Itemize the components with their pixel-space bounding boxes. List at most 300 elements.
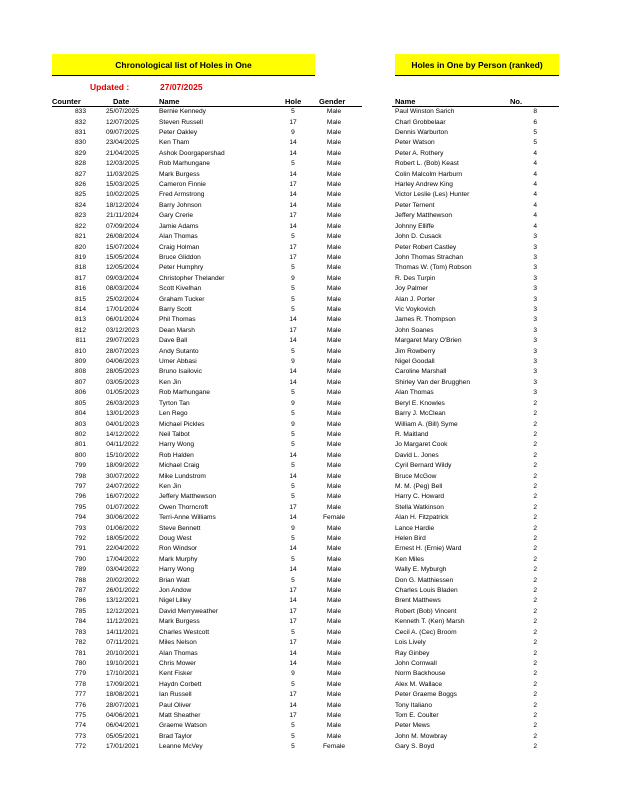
date-cell: 23/04/2025 <box>105 139 139 147</box>
ranked-count-cell: 2 <box>533 441 537 449</box>
date-cell: 14/11/2021 <box>106 628 139 636</box>
ranked-count-cell: 2 <box>533 482 537 490</box>
name-cell: Paul Oliver <box>159 701 192 709</box>
name-cell: Chris Mower <box>159 659 197 667</box>
gender-cell: Male <box>326 285 342 293</box>
table-row <box>0 284 560 294</box>
ranked-count-cell: 2 <box>533 472 537 480</box>
hole-cell: 9 <box>291 524 295 532</box>
date-cell: 17/01/2024 <box>105 305 139 313</box>
gender-cell: Male <box>326 201 342 209</box>
table-row <box>0 649 560 659</box>
date-cell: 12/12/2021 <box>105 607 139 615</box>
date-cell: 18/08/2021 <box>105 691 139 699</box>
gender-cell: Male <box>326 212 342 220</box>
table-row <box>0 617 560 627</box>
ranked-name-cell: Charl Grobbelaar <box>395 118 446 126</box>
table-row <box>0 659 560 669</box>
ranked-name-cell: Alan J. Porter <box>395 295 435 303</box>
ranked-name-cell: Harry C. Howard <box>395 493 445 501</box>
hole-cell: 14 <box>289 316 297 324</box>
gender-cell: Male <box>326 108 342 116</box>
counter-cell: 814 <box>74 305 86 313</box>
name-cell: Graeme Watson <box>159 722 207 730</box>
ranked-name-cell: Caroline Marshall <box>395 368 447 376</box>
table-row <box>0 732 560 742</box>
counter-cell: 806 <box>74 389 86 397</box>
counter-cell: 827 <box>74 170 86 178</box>
gender-cell: Male <box>326 545 342 553</box>
date-cell: 01/06/2022 <box>105 524 139 532</box>
date-cell: 21/11/2024 <box>106 212 139 220</box>
ranked-name-cell: Alan H. Fitzpatrick <box>395 514 449 522</box>
table-row <box>0 243 560 253</box>
table-row <box>0 482 560 492</box>
hole-cell: 5 <box>291 576 295 584</box>
gender-cell: Male <box>326 628 342 636</box>
name-cell: Charles Westcott <box>159 628 210 636</box>
ranked-count-cell: 2 <box>533 399 537 407</box>
date-cell: 21/04/2025 <box>105 149 139 157</box>
gender-cell: Male <box>326 358 342 366</box>
ranked-name-cell: Ken Miles <box>395 555 424 563</box>
date-cell: 28/05/2023 <box>105 368 139 376</box>
date-cell: 17/10/2021 <box>105 670 139 678</box>
gender-cell: Male <box>326 337 342 345</box>
ranked-name-cell: Margaret Mary O'Brien <box>395 337 462 345</box>
table-row <box>0 742 560 752</box>
date-cell: 26/08/2024 <box>105 233 139 241</box>
counter-cell: 828 <box>74 160 86 168</box>
gender-cell: Male <box>326 295 342 303</box>
hole-cell: 5 <box>291 680 295 688</box>
hole-cell: 17 <box>289 243 297 251</box>
table-row <box>0 180 560 190</box>
table-row <box>0 440 560 450</box>
ranked-count-cell: 2 <box>533 691 537 699</box>
table-row <box>0 305 560 315</box>
name-cell: Kent Fisker <box>159 670 193 678</box>
counter-cell: 776 <box>74 701 86 709</box>
name-cell: Peter Humphry <box>159 264 204 272</box>
name-cell: David Merryweather <box>159 607 218 615</box>
hole-cell: 14 <box>289 566 297 574</box>
ranked-count-cell: 6 <box>533 118 537 126</box>
gender-cell: Male <box>326 222 342 230</box>
table-row <box>0 326 560 336</box>
hole-cell: 9 <box>291 129 295 137</box>
ranked-count-cell: 3 <box>533 243 537 251</box>
date-cell: 09/07/2025 <box>105 129 139 137</box>
counter-cell: 787 <box>74 587 86 595</box>
counter-cell: 829 <box>74 149 86 157</box>
counter-cell: 824 <box>74 201 86 209</box>
ranked-name-cell: Thomas W. (Tom) Robson <box>395 264 472 272</box>
gender-cell: Male <box>326 441 342 449</box>
hole-cell: 14 <box>289 149 297 157</box>
updated-date: 27/07/2025 <box>160 82 203 92</box>
gender-cell: Male <box>326 576 342 584</box>
date-cell: 05/05/2021 <box>105 732 139 740</box>
name-cell: Gary Crerie <box>159 212 194 220</box>
hole-cell: 5 <box>291 628 295 636</box>
chronological-list-title: Chronological list of Holes in One <box>52 54 315 76</box>
ranked-name-cell: Shirley Van der Brugghen <box>395 378 471 386</box>
hole-cell: 5 <box>291 285 295 293</box>
gender-cell: Male <box>326 191 342 199</box>
date-cell: 12/05/2024 <box>105 264 139 272</box>
ranked-count-cell: 2 <box>533 618 537 626</box>
gender-cell: Male <box>326 149 342 157</box>
date-cell: 15/10/2022 <box>105 451 139 459</box>
hole-cell: 9 <box>291 420 295 428</box>
counter-cell: 782 <box>74 639 86 647</box>
table-row <box>0 503 560 513</box>
hole-cell: 5 <box>291 410 295 418</box>
name-cell: Dean Marsh <box>159 326 195 334</box>
ranked-count-cell: 3 <box>533 347 537 355</box>
counter-cell: 823 <box>74 212 86 220</box>
hole-cell: 14 <box>289 222 297 230</box>
date-cell: 09/03/2024 <box>105 274 139 282</box>
table-row <box>0 211 560 221</box>
date-cell: 13/01/2023 <box>105 410 139 418</box>
ranked-count-cell: 4 <box>533 181 537 189</box>
ranked-name-cell: Harley Andrew King <box>395 181 453 189</box>
gender-cell: Male <box>326 701 342 709</box>
counter-cell: 775 <box>74 711 86 719</box>
name-cell: Matt Sheather <box>159 711 201 719</box>
counter-cell: 816 <box>74 285 86 293</box>
table-row <box>0 357 560 367</box>
name-cell: Peter Oakley <box>159 129 198 137</box>
ranked-name-cell: Stella Watkinson <box>395 503 444 511</box>
ranked-name-cell: David L. Jones <box>395 451 439 459</box>
ranked-count-cell: 3 <box>533 337 537 345</box>
counter-cell: 795 <box>74 503 86 511</box>
hole-cell: 17 <box>289 118 297 126</box>
header-ranked-name: Name <box>395 97 416 106</box>
ranked-count-cell: 4 <box>533 212 537 220</box>
hole-cell: 14 <box>289 368 297 376</box>
counter-cell: 801 <box>74 441 86 449</box>
counter-cell: 792 <box>74 535 86 542</box>
table-row <box>0 232 560 242</box>
ranked-count-cell: 2 <box>533 722 537 730</box>
ranked-count-cell: 3 <box>533 285 537 293</box>
ranked-name-cell: Cyril Bernard Wildy <box>395 462 452 470</box>
ranked-count-cell: 4 <box>533 149 537 157</box>
ranked-count-cell: 2 <box>533 711 537 719</box>
table-row <box>0 190 560 200</box>
name-cell: Bernie Kennedy <box>159 108 206 116</box>
table-row <box>0 295 560 305</box>
ranked-count-cell: 2 <box>533 451 537 459</box>
ranked-name-cell: Colin Malcolm Harburn <box>395 170 463 178</box>
gender-cell: Male <box>326 451 342 459</box>
ranked-count-cell: 2 <box>533 493 537 501</box>
ranked-count-cell: 3 <box>533 326 537 334</box>
hole-cell: 5 <box>291 108 295 116</box>
ranked-count-cell: 3 <box>533 378 537 386</box>
ranked-count-cell: 2 <box>533 524 537 532</box>
date-cell: 18/09/2022 <box>105 462 139 470</box>
ranked-name-cell: William A. (Bill) Syme <box>395 420 458 428</box>
date-cell: 08/03/2024 <box>105 285 139 293</box>
header-counter: Counter <box>52 97 81 106</box>
hole-cell: 5 <box>291 535 295 542</box>
gender-cell: Male <box>326 462 342 470</box>
table-row <box>0 107 560 117</box>
name-cell: Mark Burgess <box>159 618 200 626</box>
ranked-name-cell: Nigel Goodall <box>395 358 435 366</box>
ranked-count-cell: 2 <box>533 649 537 657</box>
name-cell: Leanne McVey <box>159 743 203 751</box>
ranked-count-cell: 4 <box>533 191 537 199</box>
header-hole: Hole <box>285 97 302 106</box>
name-cell: Michael Craig <box>159 462 200 470</box>
name-cell: Mike Lundstrom <box>159 472 206 480</box>
date-cell: 04/11/2022 <box>106 441 139 449</box>
hole-cell: 5 <box>291 347 295 355</box>
hole-cell: 17 <box>289 691 297 699</box>
hole-cell: 14 <box>289 378 297 386</box>
ranked-count-cell: 5 <box>533 139 537 147</box>
name-cell: Rob Marhungane <box>159 160 210 168</box>
hole-cell: 5 <box>291 482 295 490</box>
date-cell: 20/10/2021 <box>105 649 139 657</box>
hole-cell: 14 <box>289 191 297 199</box>
ranked-name-cell: Victor Leslie (Les) Hunter <box>395 191 470 199</box>
ranked-name-cell: Robert L. (Bob) Keast <box>395 160 459 168</box>
counter-cell: 793 <box>74 524 86 532</box>
ranked-name-cell: Bruce McGow <box>395 472 437 480</box>
hole-cell: 5 <box>291 389 295 397</box>
ranked-name-cell: Jeffery Matthewson <box>395 212 453 220</box>
gender-cell: Male <box>326 410 342 418</box>
table-row <box>0 638 560 648</box>
counter-cell: 819 <box>74 253 86 261</box>
name-cell: Barry Scott <box>159 305 192 313</box>
ranked-name-cell: Lance Hardie <box>395 524 435 532</box>
gender-cell: Male <box>326 420 342 428</box>
ranked-count-cell: 2 <box>533 587 537 595</box>
counter-cell: 826 <box>74 181 86 189</box>
ranked-count-cell: 3 <box>533 264 537 272</box>
ranked-name-cell: Alan Thomas <box>395 389 434 397</box>
counter-cell: 780 <box>74 659 86 667</box>
counter-cell: 805 <box>74 399 86 407</box>
table-row <box>0 461 560 471</box>
date-cell: 14/12/2022 <box>105 430 139 438</box>
name-cell: Ron Windsor <box>159 545 198 553</box>
name-cell: Len Rego <box>159 410 188 418</box>
table-row <box>0 472 560 482</box>
ranked-name-cell: Ernest H. (Ernie) Ward <box>395 545 462 553</box>
table-row <box>0 170 560 180</box>
ranked-count-cell: 2 <box>533 555 537 563</box>
date-cell: 25/07/2025 <box>105 108 139 116</box>
ranked-count-cell: 4 <box>533 222 537 230</box>
table-row <box>0 222 560 232</box>
table-row <box>0 347 560 357</box>
date-cell: 26/03/2023 <box>105 399 139 407</box>
counter-cell: 818 <box>74 264 86 272</box>
counter-cell: 832 <box>74 118 86 126</box>
table-row <box>0 253 560 263</box>
header-name: Name <box>159 97 180 106</box>
counter-cell: 781 <box>74 649 86 657</box>
table-row <box>0 669 560 679</box>
table-row <box>0 628 560 638</box>
hole-cell: 9 <box>291 670 295 678</box>
name-cell: Bruce Gliddon <box>159 253 201 261</box>
hole-cell: 14 <box>289 649 297 657</box>
ranked-name-cell: Robert (Bob) Vincent <box>395 607 457 615</box>
ranked-count-cell: 2 <box>533 628 537 636</box>
ranked-count-cell: 2 <box>533 576 537 584</box>
name-cell: Barry Johnson <box>159 201 202 209</box>
ranked-count-cell: 3 <box>533 358 537 366</box>
date-cell: 04/06/2023 <box>105 358 139 366</box>
ranked-count-cell: 4 <box>533 201 537 209</box>
gender-cell: Male <box>326 618 342 626</box>
hole-cell: 14 <box>289 337 297 345</box>
hole-cell: 17 <box>289 181 297 189</box>
ranked-count-cell: 2 <box>533 420 537 428</box>
counter-cell: 821 <box>74 233 86 241</box>
date-cell: 30/06/2022 <box>105 514 139 522</box>
ranked-name-cell: R. Des Turpin <box>395 274 436 282</box>
counter-cell: 786 <box>74 597 86 605</box>
date-cell: 25/02/2024 <box>105 295 139 303</box>
gender-cell: Male <box>326 732 342 740</box>
ranked-count-cell: 3 <box>533 274 537 282</box>
ranked-count-cell: 2 <box>533 701 537 709</box>
table-row <box>0 555 560 565</box>
hole-cell: 9 <box>291 358 295 366</box>
table-row <box>0 690 560 700</box>
gender-cell: Male <box>326 264 342 272</box>
date-cell: 01/05/2023 <box>105 389 139 397</box>
name-cell: Brian Watt <box>159 576 190 584</box>
hole-cell: 14 <box>289 545 297 553</box>
name-cell: Dave Ball <box>159 337 188 345</box>
hole-cell: 9 <box>291 274 295 282</box>
date-cell: 15/07/2024 <box>105 243 139 251</box>
counter-cell: 813 <box>74 316 86 324</box>
counter-cell: 810 <box>74 347 86 355</box>
table-row <box>0 420 560 430</box>
hole-cell: 17 <box>289 326 297 334</box>
header-gender: Gender <box>319 97 346 106</box>
counter-cell: 778 <box>74 680 86 688</box>
date-cell: 17/01/2021 <box>105 743 139 751</box>
gender-cell: Male <box>326 129 342 137</box>
date-cell: 19/10/2021 <box>105 659 139 667</box>
gender-cell: Male <box>326 170 342 178</box>
ranked-name-cell: R. Maitland <box>395 430 429 438</box>
counter-cell: 822 <box>74 222 86 230</box>
table-row <box>0 451 560 461</box>
date-cell: 20/02/2022 <box>105 576 139 584</box>
ranked-name-cell: Peter Watson <box>395 139 435 147</box>
ranked-count-cell: 2 <box>533 670 537 678</box>
name-cell: Alan Thomas <box>159 649 198 657</box>
ranked-count-cell: 2 <box>533 545 537 553</box>
table-row <box>0 711 560 721</box>
date-cell: 04/01/2023 <box>105 420 139 428</box>
ranked-name-cell: Alex M. Wallace <box>395 680 443 688</box>
ranked-name-cell: Brent Matthews <box>395 597 441 605</box>
table-row <box>0 596 560 606</box>
date-cell: 12/07/2025 <box>105 118 139 126</box>
date-cell: 17/04/2022 <box>105 555 139 563</box>
counter-cell: 798 <box>74 472 86 480</box>
date-cell: 18/12/2024 <box>105 201 139 209</box>
table-row <box>0 159 560 169</box>
gender-cell: Male <box>326 607 342 615</box>
counter-cell: 808 <box>74 368 86 376</box>
counter-cell: 831 <box>74 129 86 137</box>
hole-cell: 17 <box>289 639 297 647</box>
ranked-name-cell: John M. Mowbray <box>395 732 448 740</box>
name-cell: Haydn Corbett <box>159 680 202 688</box>
ranked-name-cell: Gary S. Boyd <box>395 743 435 751</box>
gender-cell: Male <box>326 118 342 126</box>
ranked-name-cell: Dennis Warburton <box>395 129 448 137</box>
name-cell: Jamie Adams <box>159 222 199 230</box>
counter-cell: 783 <box>74 628 86 636</box>
ranked-count-cell: 2 <box>533 566 537 574</box>
ranked-count-cell: 2 <box>533 597 537 605</box>
name-cell: Steve Bennett <box>159 524 201 532</box>
table-row <box>0 201 560 211</box>
ranked-count-cell: 2 <box>533 503 537 511</box>
gender-cell: Male <box>326 305 342 313</box>
gender-cell: Male <box>326 493 342 501</box>
hole-cell: 14 <box>289 451 297 459</box>
name-cell: Ashok Doorgapershad <box>159 149 225 157</box>
date-cell: 07/09/2024 <box>105 222 139 230</box>
ranked-name-cell: Tony Italiano <box>395 701 433 709</box>
hole-cell: 17 <box>289 587 297 595</box>
counter-cell: 784 <box>74 618 86 626</box>
gender-cell: Male <box>326 160 342 168</box>
ranked-name-cell: Peter Mews <box>395 722 430 730</box>
gender-cell: Male <box>326 181 342 189</box>
header-ranked-no: No. <box>510 97 523 106</box>
date-cell: 01/07/2022 <box>105 503 139 511</box>
ranked-count-cell: 3 <box>533 233 537 241</box>
hole-cell: 5 <box>291 295 295 303</box>
name-cell: Doug West <box>159 535 192 542</box>
name-cell: Jeffery Matthewson <box>159 493 217 501</box>
hole-cell: 14 <box>289 170 297 178</box>
ranked-count-cell: 4 <box>533 170 537 178</box>
name-cell: Michael Pickles <box>159 420 205 428</box>
name-cell: Tyrton Tan <box>159 399 190 407</box>
date-cell: 04/06/2021 <box>105 711 139 719</box>
gender-cell: Male <box>326 649 342 657</box>
table-row <box>0 430 560 440</box>
counter-cell: 791 <box>74 545 86 553</box>
ranked-name-cell: Vic Voykovich <box>395 305 436 313</box>
date-cell: 06/01/2024 <box>105 316 139 324</box>
counter-cell: 777 <box>74 691 86 699</box>
date-cell: 22/04/2022 <box>105 545 139 553</box>
table-row <box>0 721 560 731</box>
